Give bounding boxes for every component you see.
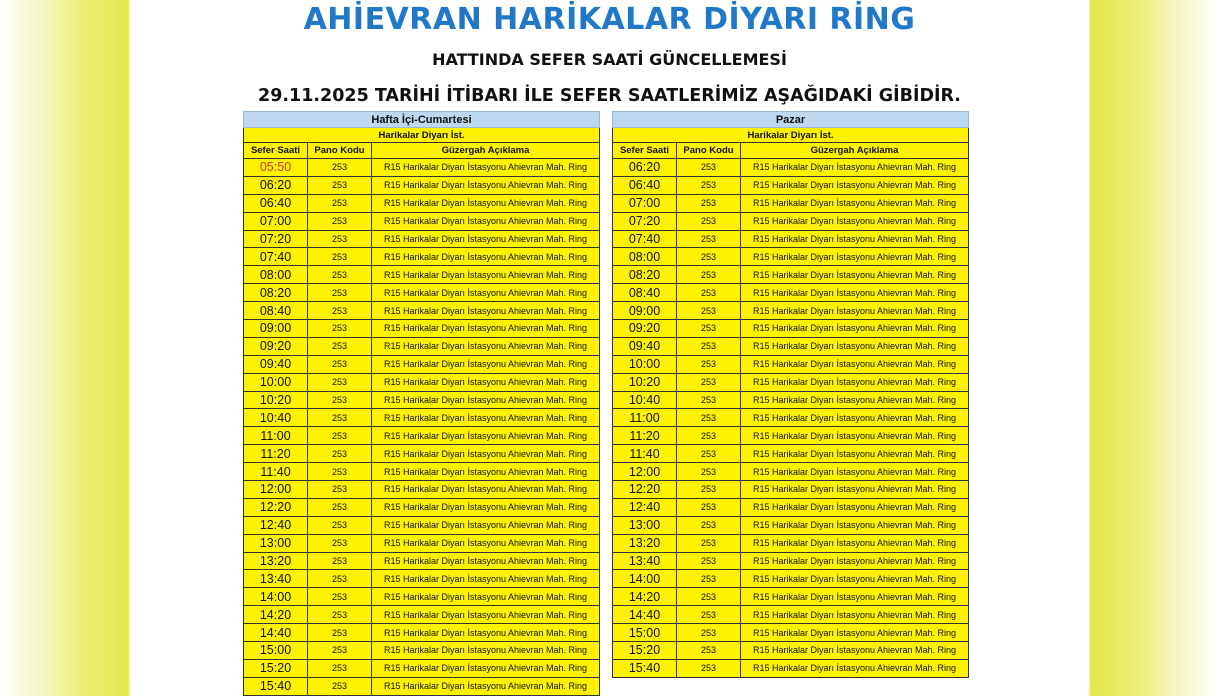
route-description-cell: R15 Harikalar Diyarı İstasyonu Ahievran Mah. Ring	[372, 463, 600, 481]
route-description-cell: R15 Harikalar Diyarı İstasyonu Ahievran Mah. Ring	[372, 552, 600, 570]
route-description-cell: R15 Harikalar Diyarı İstasyonu Ahievran Mah. Ring	[372, 624, 600, 642]
board-code-cell: 253	[308, 445, 372, 463]
board-code-cell: 253	[308, 373, 372, 391]
table-row	[244, 355, 600, 373]
table-row	[244, 409, 600, 427]
table-row	[613, 194, 969, 212]
weekday-day-header: Hafta İçi-Cumartesi	[244, 112, 600, 128]
table-row	[613, 659, 969, 677]
board-code-cell: 253	[677, 624, 741, 642]
board-code-cell: 253	[677, 516, 741, 534]
departure-time-cell: 08:40	[244, 302, 308, 320]
route-description-cell: R15 Harikalar Diyarı İstasyonu Ahievran Mah. Ring	[372, 498, 600, 516]
route-description-cell: R15 Harikalar Diyarı İstasyonu Ahievran Mah. Ring	[741, 427, 969, 445]
route-description-cell: R15 Harikalar Diyarı İstasyonu Ahievran Mah. Ring	[372, 588, 600, 606]
board-code-cell: 253	[677, 266, 741, 284]
table-row	[613, 176, 969, 194]
route-description-cell: R15 Harikalar Diyarı İstasyonu Ahievran Mah. Ring	[372, 481, 600, 499]
departure-time-cell: 08:20	[613, 266, 677, 284]
route-description-cell: R15 Harikalar Diyarı İstasyonu Ahievran Mah. Ring	[741, 445, 969, 463]
board-code-cell: 253	[308, 355, 372, 373]
table-row	[244, 481, 600, 499]
departure-time-cell: 13:00	[244, 534, 308, 552]
route-description-cell: R15 Harikalar Diyarı İstasyonu Ahievran Mah. Ring	[741, 606, 969, 624]
table-row	[613, 534, 969, 552]
route-description-cell: R15 Harikalar Diyarı İstasyonu Ahievran Mah. Ring	[741, 373, 969, 391]
board-code-cell: 253	[677, 588, 741, 606]
departure-time-cell: 13:40	[613, 552, 677, 570]
board-code-cell: 253	[677, 481, 741, 499]
departure-time-cell: 06:40	[244, 194, 308, 212]
departure-time-cell: 15:20	[244, 659, 308, 677]
board-code-cell: 253	[308, 284, 372, 302]
departure-time-cell: 14:20	[613, 588, 677, 606]
route-description-cell: R15 Harikalar Diyarı İstasyonu Ahievran Mah. Ring	[372, 659, 600, 677]
board-code-cell: 253	[308, 302, 372, 320]
table-row	[244, 230, 600, 248]
table-row	[613, 516, 969, 534]
table-row	[244, 391, 600, 409]
board-code-cell: 253	[677, 194, 741, 212]
board-code-cell: 253	[677, 159, 741, 177]
table-row	[613, 481, 969, 499]
departure-time-cell: 15:00	[244, 642, 308, 660]
column-header-time: Sefer Saati	[613, 143, 677, 159]
departure-time-cell: 14:40	[613, 606, 677, 624]
route-description-cell: R15 Harikalar Diyarı İstasyonu Ahievran Mah. Ring	[741, 320, 969, 338]
board-code-cell: 253	[308, 677, 372, 695]
route-description-cell: R15 Harikalar Diyarı İstasyonu Ahievran Mah. Ring	[741, 266, 969, 284]
table-row	[244, 266, 600, 284]
board-code-cell: 253	[677, 427, 741, 445]
table-row	[244, 427, 600, 445]
board-code-cell: 253	[308, 606, 372, 624]
table-row	[613, 159, 969, 177]
departure-time-cell: 11:20	[613, 427, 677, 445]
page-subtitle: HATTINDA SEFER SAATİ GÜNCELLEMESİ	[432, 50, 787, 69]
board-code-cell: 253	[677, 337, 741, 355]
board-code-cell: 253	[308, 230, 372, 248]
departure-time-cell: 11:20	[244, 445, 308, 463]
board-code-cell: 253	[308, 570, 372, 588]
board-code-cell: 253	[677, 445, 741, 463]
departure-time-cell: 13:20	[613, 534, 677, 552]
sunday-schedule-table	[612, 111, 969, 678]
table-row	[613, 427, 969, 445]
column-header-route: Güzergah Açıklama	[741, 143, 969, 159]
board-code-cell: 253	[677, 409, 741, 427]
departure-time-cell: 07:00	[244, 212, 308, 230]
route-description-cell: R15 Harikalar Diyarı İstasyonu Ahievran Mah. Ring	[372, 677, 600, 695]
route-description-cell: R15 Harikalar Diyarı İstasyonu Ahievran Mah. Ring	[372, 445, 600, 463]
route-description-cell: R15 Harikalar Diyarı İstasyonu Ahievran Mah. Ring	[741, 159, 969, 177]
departure-time-cell: 07:20	[244, 230, 308, 248]
route-description-cell: R15 Harikalar Diyarı İstasyonu Ahievran Mah. Ring	[372, 355, 600, 373]
board-code-cell: 253	[308, 659, 372, 677]
departure-time-cell: 06:20	[244, 176, 308, 194]
route-description-cell: R15 Harikalar Diyarı İstasyonu Ahievran Mah. Ring	[741, 588, 969, 606]
route-description-cell: R15 Harikalar Diyarı İstasyonu Ahievran Mah. Ring	[741, 230, 969, 248]
board-code-cell: 253	[677, 642, 741, 660]
route-description-cell: R15 Harikalar Diyarı İstasyonu Ahievran Mah. Ring	[741, 481, 969, 499]
departure-time-cell: 08:20	[244, 284, 308, 302]
table-row	[613, 302, 969, 320]
route-description-cell: R15 Harikalar Diyarı İstasyonu Ahievran Mah. Ring	[372, 570, 600, 588]
route-description-cell: R15 Harikalar Diyarı İstasyonu Ahievran Mah. Ring	[741, 284, 969, 302]
route-description-cell: R15 Harikalar Diyarı İstasyonu Ahievran Mah. Ring	[741, 516, 969, 534]
route-description-cell: R15 Harikalar Diyarı İstasyonu Ahievran Mah. Ring	[372, 534, 600, 552]
route-description-cell: R15 Harikalar Diyarı İstasyonu Ahievran Mah. Ring	[372, 176, 600, 194]
departure-time-cell: 12:40	[244, 516, 308, 534]
route-description-cell: R15 Harikalar Diyarı İstasyonu Ahievran Mah. Ring	[741, 498, 969, 516]
departure-time-cell: 12:20	[244, 498, 308, 516]
table-row	[613, 266, 969, 284]
route-description-cell: R15 Harikalar Diyarı İstasyonu Ahievran Mah. Ring	[372, 284, 600, 302]
route-description-cell: R15 Harikalar Diyarı İstasyonu Ahievran Mah. Ring	[372, 248, 600, 266]
route-description-cell: R15 Harikalar Diyarı İstasyonu Ahievran Mah. Ring	[372, 194, 600, 212]
departure-time-cell: 08:40	[613, 284, 677, 302]
board-code-cell: 253	[677, 373, 741, 391]
departure-time-cell: 15:40	[244, 677, 308, 695]
departure-time-cell: 07:20	[613, 212, 677, 230]
departure-time-cell: 10:00	[244, 373, 308, 391]
table-row	[613, 248, 969, 266]
board-code-cell: 253	[677, 230, 741, 248]
departure-time-cell: 11:00	[613, 409, 677, 427]
departure-time-cell: 09:00	[244, 320, 308, 338]
route-description-cell: R15 Harikalar Diyarı İstasyonu Ahievran Mah. Ring	[741, 176, 969, 194]
route-description-cell: R15 Harikalar Diyarı İstasyonu Ahievran Mah. Ring	[741, 355, 969, 373]
table-row	[244, 284, 600, 302]
route-description-cell: R15 Harikalar Diyarı İstasyonu Ahievran Mah. Ring	[372, 516, 600, 534]
table-row	[244, 570, 600, 588]
table-row	[613, 409, 969, 427]
board-code-cell: 253	[308, 624, 372, 642]
route-description-cell: R15 Harikalar Diyarı İstasyonu Ahievran Mah. Ring	[741, 534, 969, 552]
departure-time-cell: 07:40	[613, 230, 677, 248]
board-code-cell: 253	[308, 409, 372, 427]
board-code-cell: 253	[677, 606, 741, 624]
departure-time-cell: 14:20	[244, 606, 308, 624]
effective-date-notice: 29.11.2025 TARİHİ İTİBARI İLE SEFER SAATLERİMİZ AŞAĞIDAKİ GİBİDİR.	[258, 86, 961, 106]
departure-time-cell: 08:00	[244, 266, 308, 284]
board-code-cell: 253	[308, 248, 372, 266]
table-row	[613, 463, 969, 481]
departure-time-cell: 12:00	[613, 463, 677, 481]
departure-time-cell: 13:40	[244, 570, 308, 588]
sunday-rows	[613, 159, 969, 678]
departure-time-cell: 11:00	[244, 427, 308, 445]
table-row	[244, 624, 600, 642]
departure-time-cell: 13:20	[244, 552, 308, 570]
board-code-cell: 253	[677, 176, 741, 194]
column-header-code: Pano Kodu	[308, 143, 372, 159]
route-description-cell: R15 Harikalar Diyarı İstasyonu Ahievran Mah. Ring	[372, 159, 600, 177]
table-row	[244, 248, 600, 266]
table-row	[613, 498, 969, 516]
board-code-cell: 253	[308, 534, 372, 552]
table-row	[613, 284, 969, 302]
board-code-cell: 253	[677, 212, 741, 230]
weekday-rows	[244, 159, 600, 696]
board-code-cell: 253	[677, 534, 741, 552]
departure-time-cell: 07:40	[244, 248, 308, 266]
table-row	[244, 194, 600, 212]
table-row	[244, 516, 600, 534]
board-code-cell: 253	[677, 248, 741, 266]
departure-time-cell: 11:40	[613, 445, 677, 463]
table-row	[613, 570, 969, 588]
departure-time-cell: 14:00	[613, 570, 677, 588]
table-row	[244, 337, 600, 355]
route-description-cell: R15 Harikalar Diyarı İstasyonu Ahievran Mah. Ring	[741, 624, 969, 642]
table-row	[244, 320, 600, 338]
departure-time-cell: 09:00	[613, 302, 677, 320]
table-row	[244, 302, 600, 320]
board-code-cell: 253	[308, 266, 372, 284]
departure-time-cell: 10:00	[613, 355, 677, 373]
route-description-cell: R15 Harikalar Diyarı İstasyonu Ahievran Mah. Ring	[741, 391, 969, 409]
board-code-cell: 253	[308, 159, 372, 177]
table-row	[244, 212, 600, 230]
table-row	[244, 677, 600, 695]
departure-time-cell: 05:50	[244, 159, 308, 177]
table-row	[613, 552, 969, 570]
table-row	[244, 176, 600, 194]
board-code-cell: 253	[308, 391, 372, 409]
departure-time-cell: 12:00	[244, 481, 308, 499]
departure-time-cell: 12:20	[613, 481, 677, 499]
route-description-cell: R15 Harikalar Diyarı İstasyonu Ahievran Mah. Ring	[741, 337, 969, 355]
table-row	[244, 159, 600, 177]
departure-time-cell: 10:40	[613, 391, 677, 409]
route-description-cell: R15 Harikalar Diyarı İstasyonu Ahievran Mah. Ring	[741, 302, 969, 320]
board-code-cell: 253	[677, 463, 741, 481]
table-row	[613, 373, 969, 391]
board-code-cell: 253	[308, 516, 372, 534]
board-code-cell: 253	[308, 337, 372, 355]
route-description-cell: R15 Harikalar Diyarı İstasyonu Ahievran Mah. Ring	[372, 606, 600, 624]
departure-time-cell: 13:00	[613, 516, 677, 534]
column-header-time: Sefer Saati	[244, 143, 308, 159]
board-code-cell: 253	[677, 552, 741, 570]
board-code-cell: 253	[308, 498, 372, 516]
departure-time-cell: 11:40	[244, 463, 308, 481]
table-row	[244, 463, 600, 481]
sunday-station-header: Harikalar Diyarı İst.	[613, 128, 969, 143]
weekday-schedule-table	[243, 111, 600, 696]
departure-time-cell: 10:20	[613, 373, 677, 391]
table-row	[244, 445, 600, 463]
route-description-cell: R15 Harikalar Diyarı İstasyonu Ahievran Mah. Ring	[741, 570, 969, 588]
board-code-cell: 253	[308, 481, 372, 499]
departure-time-cell: 12:40	[613, 498, 677, 516]
sunday-day-header: Pazar	[613, 112, 969, 128]
table-row	[613, 212, 969, 230]
departure-time-cell: 15:00	[613, 624, 677, 642]
board-code-cell: 253	[677, 498, 741, 516]
table-row	[613, 606, 969, 624]
route-description-cell: R15 Harikalar Diyarı İstasyonu Ahievran Mah. Ring	[741, 194, 969, 212]
board-code-cell: 253	[677, 659, 741, 677]
departure-time-cell: 09:40	[613, 337, 677, 355]
column-header-code: Pano Kodu	[677, 143, 741, 159]
route-description-cell: R15 Harikalar Diyarı İstasyonu Ahievran Mah. Ring	[741, 463, 969, 481]
table-row	[613, 320, 969, 338]
route-description-cell: R15 Harikalar Diyarı İstasyonu Ahievran Mah. Ring	[372, 409, 600, 427]
table-row	[613, 445, 969, 463]
board-code-cell: 253	[677, 570, 741, 588]
board-code-cell: 253	[308, 427, 372, 445]
table-row	[244, 498, 600, 516]
table-row	[244, 552, 600, 570]
route-description-cell: R15 Harikalar Diyarı İstasyonu Ahievran Mah. Ring	[372, 642, 600, 660]
route-description-cell: R15 Harikalar Diyarı İstasyonu Ahievran Mah. Ring	[372, 302, 600, 320]
route-description-cell: R15 Harikalar Diyarı İstasyonu Ahievran Mah. Ring	[741, 552, 969, 570]
board-code-cell: 253	[308, 463, 372, 481]
board-code-cell: 253	[308, 642, 372, 660]
table-row	[244, 534, 600, 552]
table-row	[613, 624, 969, 642]
departure-time-cell: 10:20	[244, 391, 308, 409]
schedule-document	[130, 0, 1089, 694]
departure-time-cell: 14:40	[244, 624, 308, 642]
table-row	[244, 373, 600, 391]
table-row	[613, 391, 969, 409]
route-description-cell: R15 Harikalar Diyarı İstasyonu Ahievran Mah. Ring	[372, 230, 600, 248]
route-description-cell: R15 Harikalar Diyarı İstasyonu Ahievran Mah. Ring	[372, 337, 600, 355]
board-code-cell: 253	[677, 284, 741, 302]
board-code-cell: 253	[677, 302, 741, 320]
route-description-cell: R15 Harikalar Diyarı İstasyonu Ahievran Mah. Ring	[372, 266, 600, 284]
column-header-route: Güzergah Açıklama	[372, 143, 600, 159]
board-code-cell: 253	[308, 212, 372, 230]
departure-time-cell: 14:00	[244, 588, 308, 606]
departure-time-cell: 09:40	[244, 355, 308, 373]
board-code-cell: 253	[308, 320, 372, 338]
table-row	[613, 588, 969, 606]
departure-time-cell: 08:00	[613, 248, 677, 266]
departure-time-cell: 10:40	[244, 409, 308, 427]
departure-time-cell: 15:20	[613, 642, 677, 660]
departure-time-cell: 09:20	[244, 337, 308, 355]
departure-time-cell: 09:20	[613, 320, 677, 338]
route-description-cell: R15 Harikalar Diyarı İstasyonu Ahievran Mah. Ring	[741, 248, 969, 266]
route-description-cell: R15 Harikalar Diyarı İstasyonu Ahievran Mah. Ring	[372, 391, 600, 409]
table-row	[244, 606, 600, 624]
route-description-cell: R15 Harikalar Diyarı İstasyonu Ahievran Mah. Ring	[372, 427, 600, 445]
route-description-cell: R15 Harikalar Diyarı İstasyonu Ahievran Mah. Ring	[741, 409, 969, 427]
board-code-cell: 253	[308, 552, 372, 570]
board-code-cell: 253	[677, 355, 741, 373]
table-row	[613, 337, 969, 355]
departure-time-cell: 06:40	[613, 176, 677, 194]
table-row	[613, 230, 969, 248]
board-code-cell: 253	[308, 588, 372, 606]
route-description-cell: R15 Harikalar Diyarı İstasyonu Ahievran Mah. Ring	[372, 373, 600, 391]
departure-time-cell: 06:20	[613, 159, 677, 177]
route-description-cell: R15 Harikalar Diyarı İstasyonu Ahievran Mah. Ring	[372, 320, 600, 338]
departure-time-cell: 15:40	[613, 659, 677, 677]
departure-time-cell: 07:00	[613, 194, 677, 212]
table-row	[244, 588, 600, 606]
table-row	[613, 355, 969, 373]
table-row	[244, 642, 600, 660]
table-row	[613, 642, 969, 660]
board-code-cell: 253	[308, 194, 372, 212]
board-code-cell: 253	[677, 320, 741, 338]
page-title: AHİEVRAN HARİKALAR DİYARI RİNG	[303, 2, 916, 37]
weekday-station-header: Harikalar Diyarı İst.	[244, 128, 600, 143]
board-code-cell: 253	[677, 391, 741, 409]
route-description-cell: R15 Harikalar Diyarı İstasyonu Ahievran Mah. Ring	[741, 212, 969, 230]
table-row	[244, 659, 600, 677]
route-description-cell: R15 Harikalar Diyarı İstasyonu Ahievran Mah. Ring	[741, 659, 969, 677]
route-description-cell: R15 Harikalar Diyarı İstasyonu Ahievran Mah. Ring	[741, 642, 969, 660]
route-description-cell: R15 Harikalar Diyarı İstasyonu Ahievran Mah. Ring	[372, 212, 600, 230]
board-code-cell: 253	[308, 176, 372, 194]
